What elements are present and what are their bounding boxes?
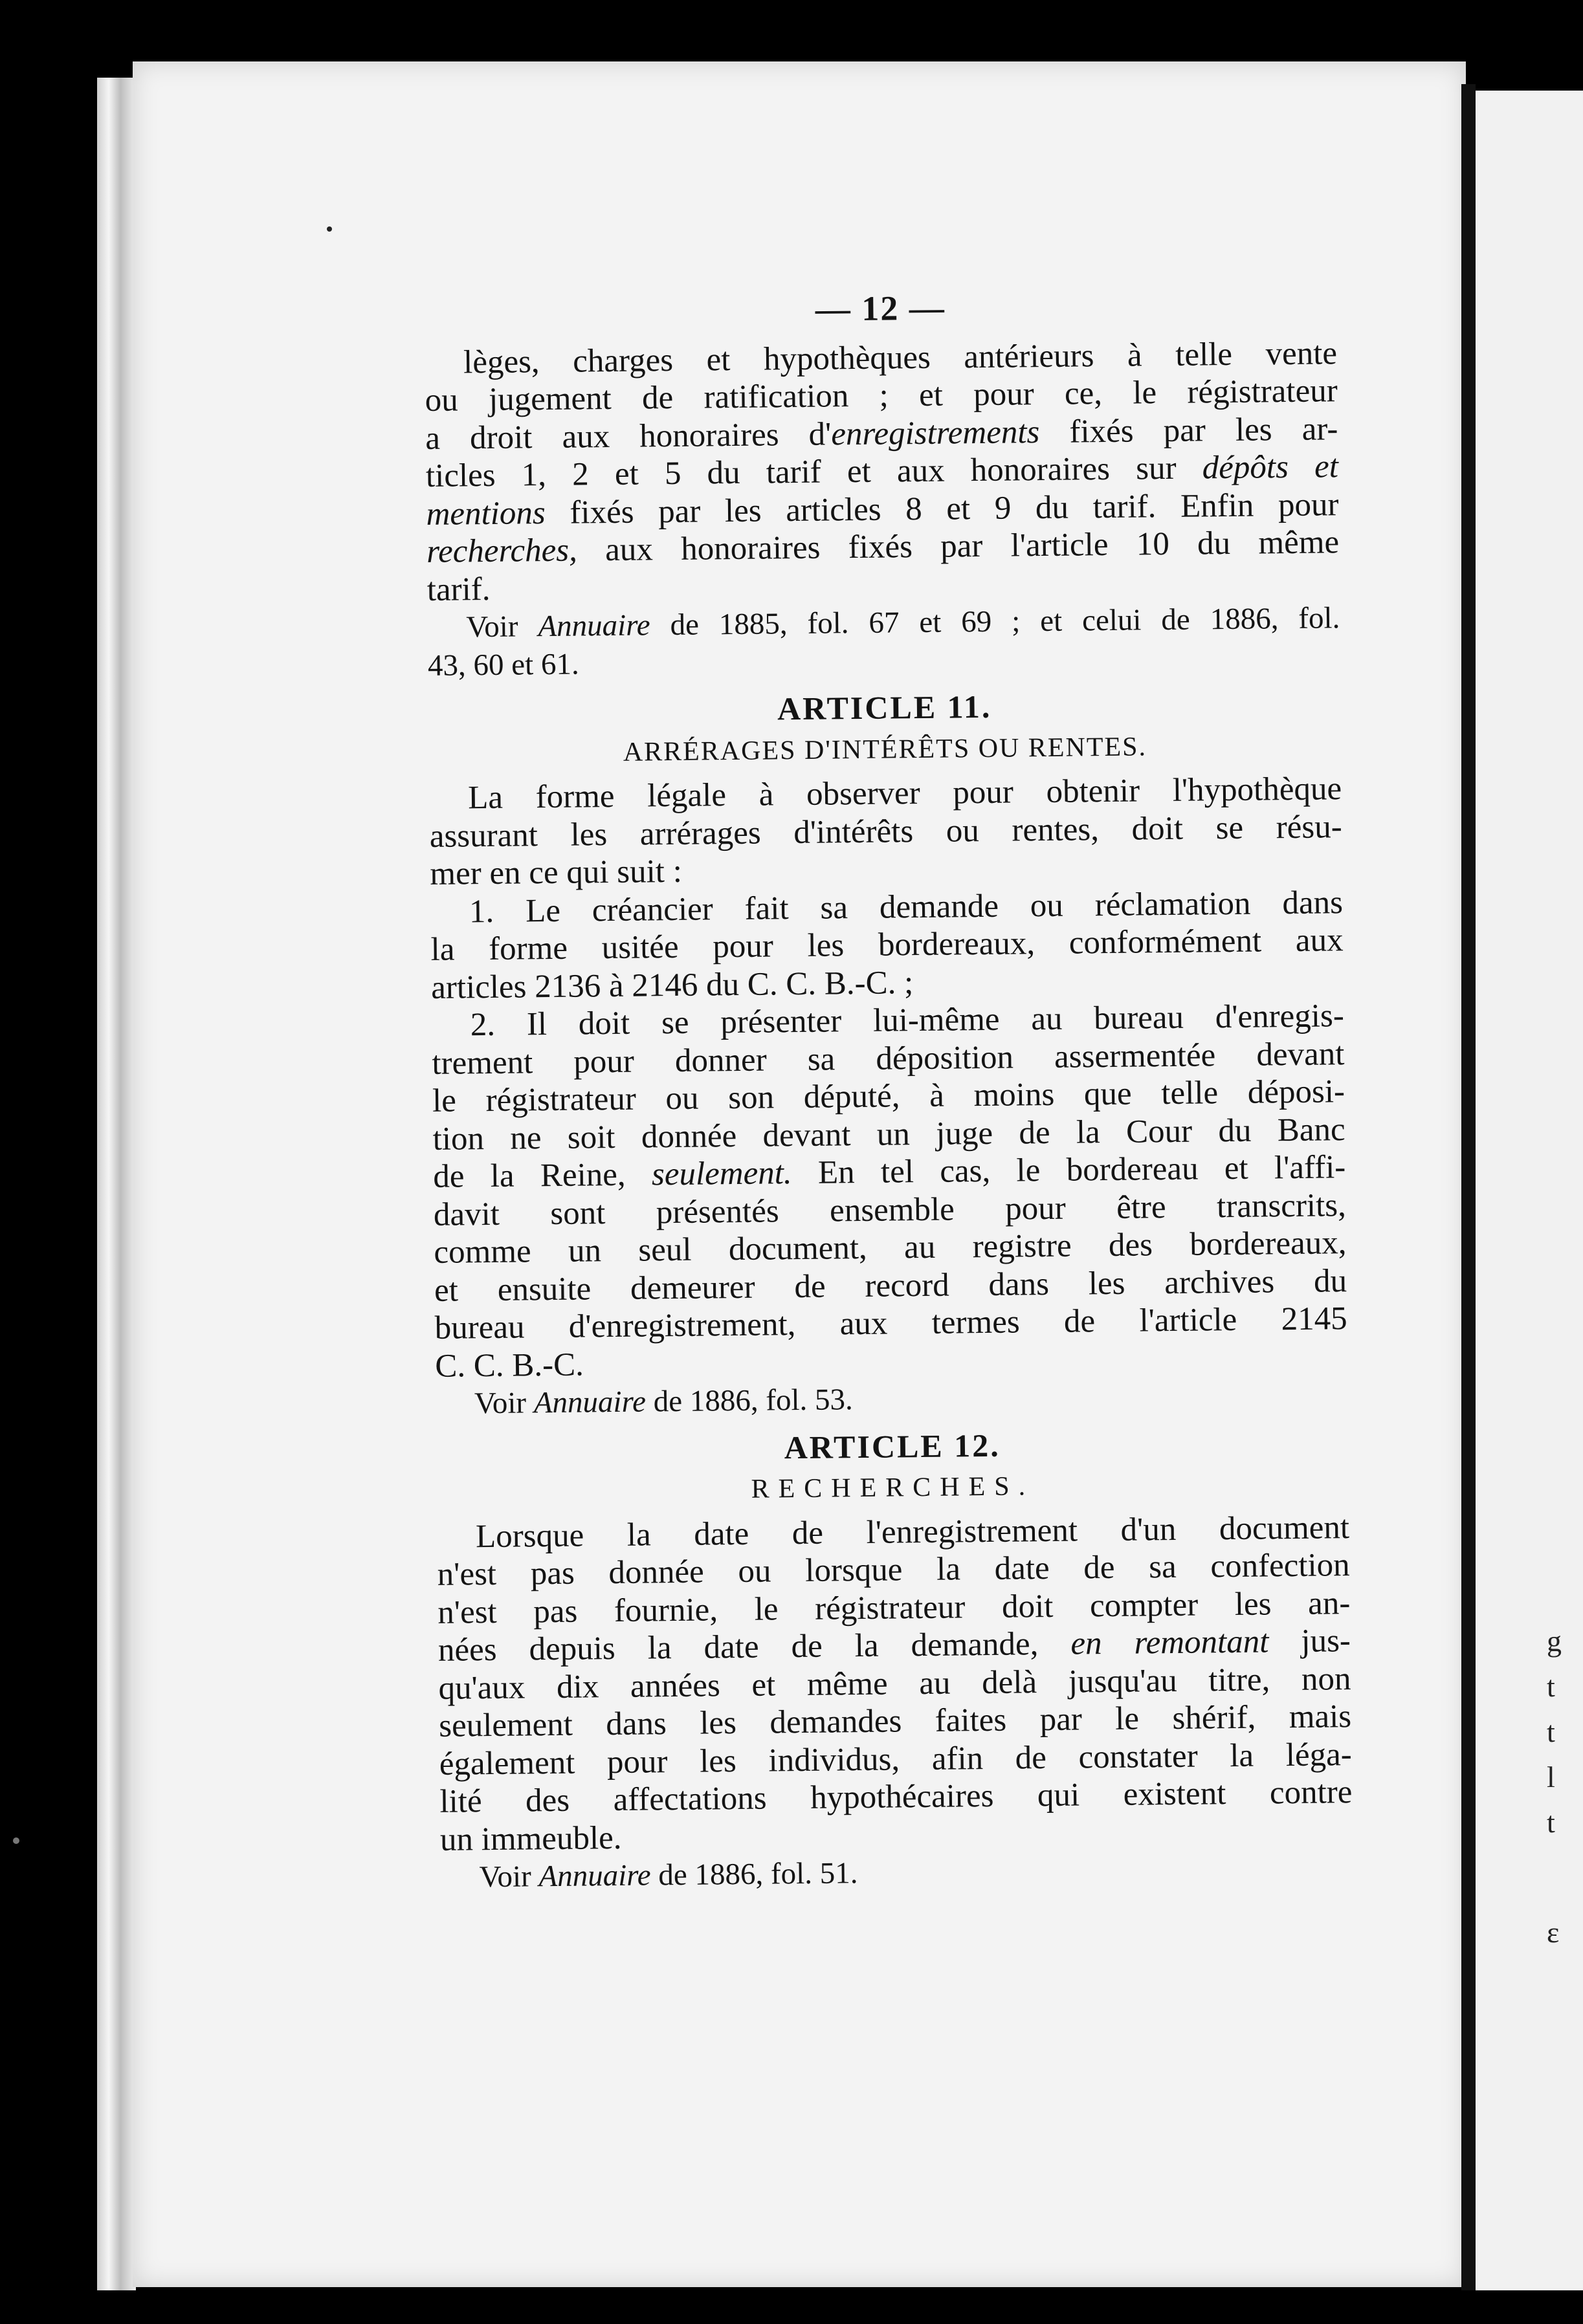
text-line: et ensuite demeurer de record dans les archives du [434,1262,1347,1309]
italic-text: mentions [426,494,546,532]
text-line: le régistrateur ou son député, à moins que telle déposi- [432,1073,1345,1119]
text-line: la forme usitée pour les bordereaux, conformément aux [430,922,1344,968]
adjacent-page-fragment: ε [1547,1916,1560,1949]
text-line: tarif. [426,571,491,608]
book-gutter [1461,84,1476,2290]
adjacent-page-fragment: t [1547,1715,1555,1748]
text-line: n'est pas donnée ou lorsque la date de sa confection [437,1547,1350,1593]
text-line: La forme légale à observer pour obtenir l'hypothèque [467,771,1342,817]
page-text [424,285,1353,1896]
text-line: également pour les individus, afin de constater la léga- [439,1736,1353,1782]
italic-text: Annuaire [533,1385,647,1420]
italic-text: seulement. [651,1155,792,1193]
text-line: tion ne soit donnée devant un juge de la Cour du Banc [432,1111,1345,1157]
text-line: 43, 60 et 61. [427,647,579,683]
page-number: — 12 — [815,288,946,329]
text-line: Voir Annuaire de 1886, fol. 51. [479,1856,858,1894]
page-stack-edge [97,78,136,2290]
article-heading: ARTICLE 12. [784,1427,1001,1465]
italic-text: enregistrements [831,413,1040,452]
text-line: a droit aux honoraires d'enregistrements fixés par les ar- [425,410,1338,457]
text-line: mer en ce qui suit : [430,853,683,892]
text-line: lèges, charges et hypothèques antérieurs à telle vente [463,334,1338,380]
text-line: Voir Annuaire de 1886, fol. 53. [474,1383,854,1421]
text-line: articles 2136 à 2146 du C. C. B.-C. ; [430,964,914,1006]
scan-speck [327,226,332,232]
text-line: nées depuis la date de la demande, en remontant jus- [437,1623,1351,1669]
text-line: de la Reine, seulement. En tel cas, le bordereau et l'affi- [432,1149,1346,1195]
text-line: seulement dans les demandes faites par le shérif, mais [438,1698,1352,1744]
text-line: Voir Annuaire de 1885, fol. 67 et 69 ; et celui de 1886, fol. [466,601,1340,644]
italic-text: dépôts et [1202,448,1339,487]
text-line: 1. Le créancier fait sa demande ou réclamation dans [469,884,1344,930]
adjacent-page-fragment: g [1547,1625,1562,1658]
text-line: assurant les arrérages d'intérêts ou rentes, doit se résu- [429,808,1342,855]
italic-text: recherches, [426,532,578,570]
paragraph [430,884,1344,1007]
text-line: ticles 1, 2 et 5 du tarif et aux honoraires sur dépôts et [425,448,1339,494]
text-line: comme un seul document, au registre des bordereaux, [434,1225,1347,1271]
text-line: recherches, aux honoraires fixés par l'article 10 du même [426,524,1340,570]
paragraph [425,334,1340,609]
text-line: 2. Il doit se présenter lui-même au bureau d'enregis- [470,998,1345,1044]
text-line: mentions fixés par les articles 8 et 9 du tarif. Enfin pour [426,486,1339,532]
scan-speck [13,1837,19,1844]
reference-note [427,599,1340,685]
text-line: lité des affectations hypothécaires qui existent contre [439,1774,1353,1820]
article-title: RECHERCHES. [751,1471,1035,1504]
article-title: ARRÉRAGES D'INTÉRÊTS OU RENTES. [623,731,1147,767]
adjacent-page-fragment: t [1547,1806,1555,1839]
adjacent-page-fragment: t [1547,1670,1555,1703]
article-heading: ARTICLE 11. [777,688,992,727]
text-line: davit sont présentés ensemble pour être transcrits, [433,1187,1347,1233]
text-line: ou jugement de ratification ; et pour ce, le régistrateur [425,373,1338,419]
text-line: Lorsque la date de l'enregistrement d'un document [475,1509,1350,1555]
page-body [425,334,1353,1897]
paragraph [429,770,1343,893]
paragraph [437,1509,1353,1859]
text-line: n'est pas fournie, le régistrateur doit compter les an- [437,1584,1351,1631]
text-line: bureau d'enregistrement, aux termes de l'article 2145 [434,1300,1347,1346]
text-line: C. C. B.-C. [435,1346,584,1385]
italic-text: Annuaire [538,608,650,644]
text-line: qu'aux dix années et même au delà jusqu'au titre, non [438,1660,1351,1707]
paragraph [432,997,1348,1385]
text-line: trement pour donner sa déposition assermentée devant [432,1035,1345,1082]
text-line: un immeuble. [439,1819,622,1858]
adjacent-page-fragment: l [1547,1760,1555,1793]
italic-text: en remontant [1070,1623,1269,1662]
italic-text: Annuaire [538,1858,651,1894]
adjacent-page-edge [1476,91,1583,2290]
